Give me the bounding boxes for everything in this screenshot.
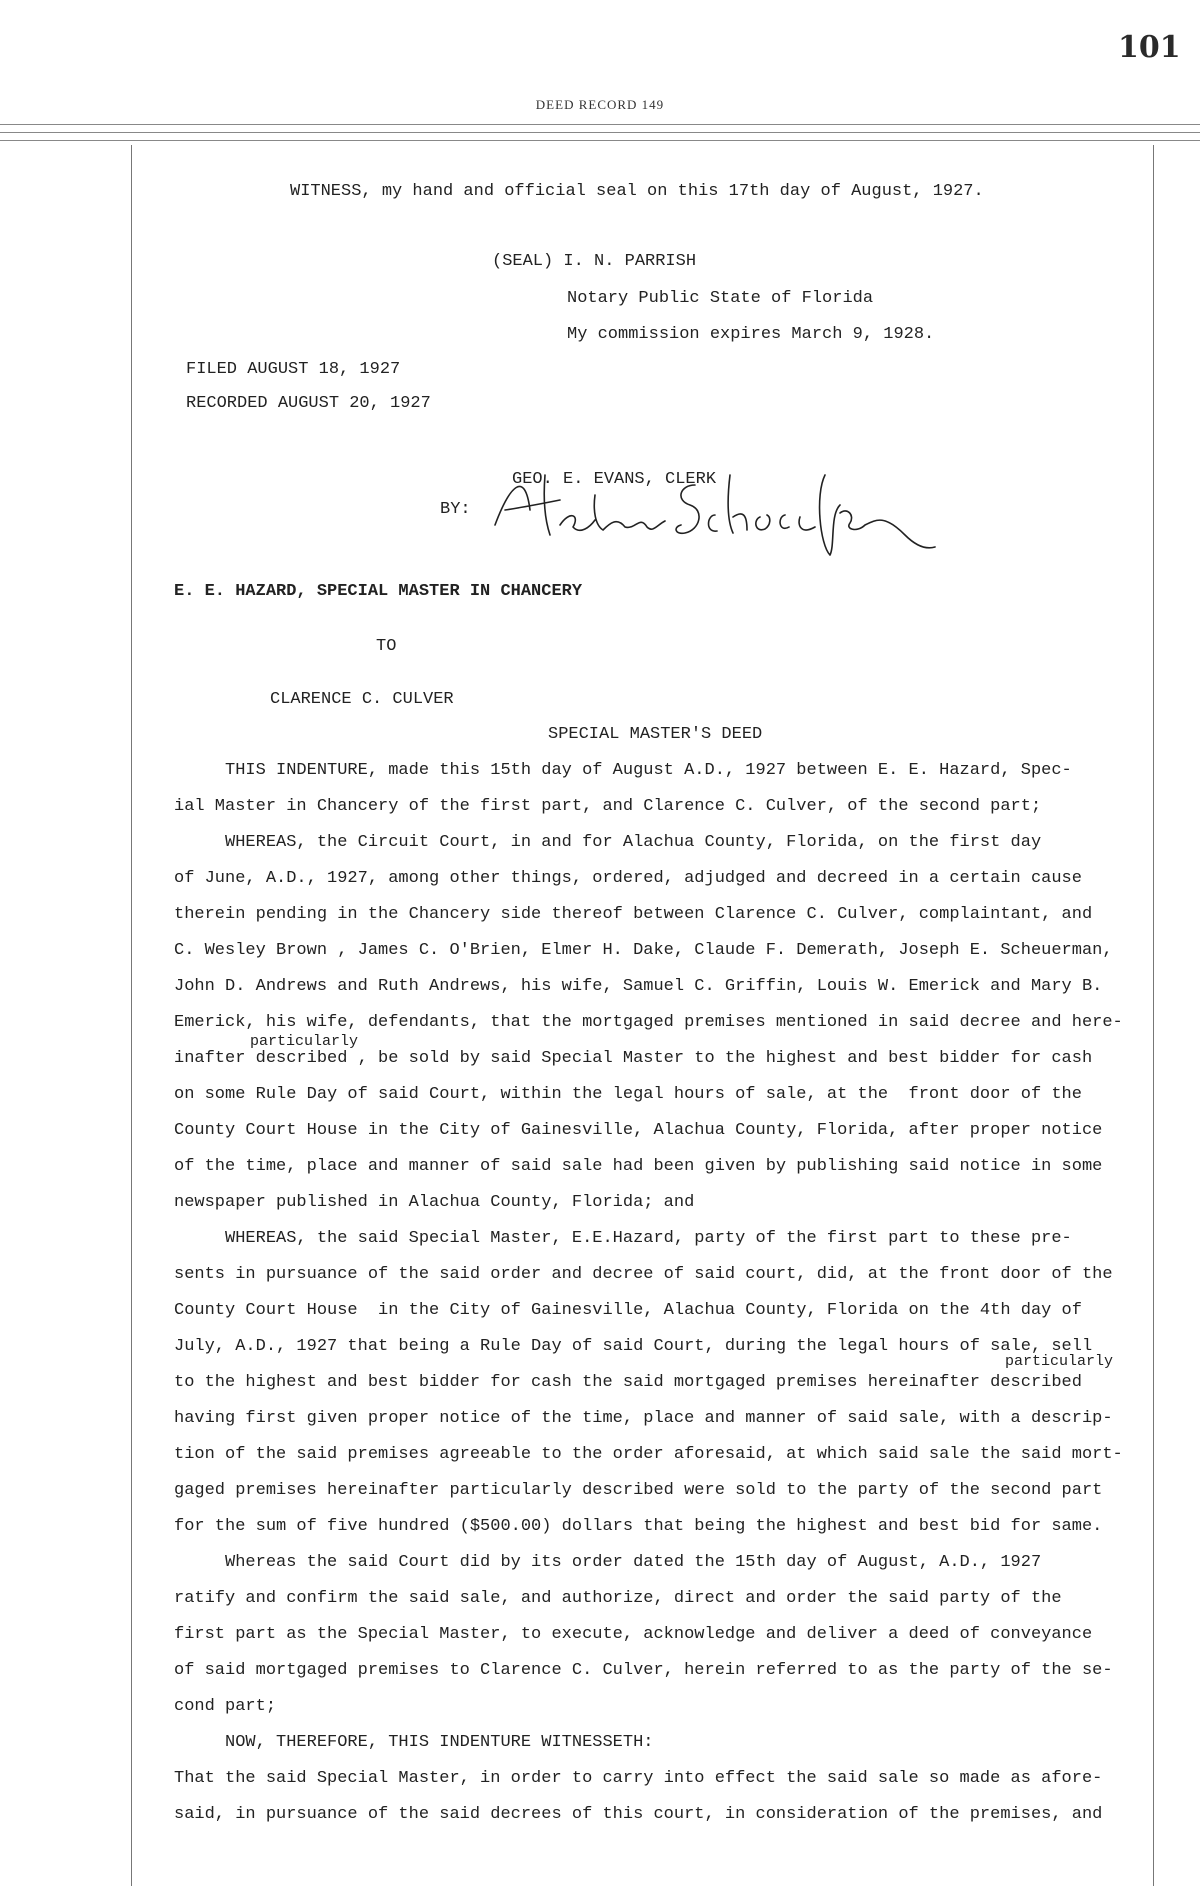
interlinear-insert: particularly	[1005, 1353, 1114, 1370]
deed-body-line: That the said Special Master, in order to carry into effect the said sale so made as afore-	[174, 1769, 1103, 1788]
deed-body-line: inafter described , be sold by said Special Master to the highest and best bidder for cash	[174, 1049, 1093, 1068]
deed-body-line: tion of the said premises agreeable to the order aforesaid, at which said sale the said mort-	[174, 1445, 1123, 1464]
deed-body-line: C. Wesley Brown , James C. O'Brien, Elmer H. Dake, Claude F. Demerath, Joseph E. Scheuerman,	[174, 941, 1113, 960]
deed-body-line: having first given proper notice of the time, place and manner of said sale, with a descrip-	[174, 1409, 1113, 1428]
deed-body-line: WHEREAS, the Circuit Court, in and for Alachua County, Florida, on the first day	[174, 833, 1042, 852]
left-margin-line	[131, 145, 132, 1886]
recorded-date: RECORDED AUGUST 20, 1927	[186, 394, 431, 413]
header-rule	[0, 132, 1200, 133]
deed-body-line: Whereas the said Court did by its order dated the 15th day of August, A.D., 1927	[174, 1553, 1042, 1572]
deed-body-line: ratify and confirm the said sale, and authorize, direct and order the said party of the	[174, 1589, 1062, 1608]
notary-title: Notary Public State of Florida	[567, 289, 874, 308]
deed-body-line: of the time, place and manner of said sale had been given by publishing said notice in some	[174, 1157, 1103, 1176]
deed-body-line: sents in pursuance of the said order and decree of said court, did, at the front door of the	[174, 1265, 1113, 1284]
right-margin-line	[1153, 145, 1154, 1886]
deed-body-line: THIS INDENTURE, made this 15th day of August A.D., 1927 between E. E. Hazard, Spec-	[174, 761, 1072, 780]
page-number: 101	[1118, 30, 1181, 65]
deed-body-line: County Court House in the City of Gainesville, Alachua County, Florida, after proper notice	[174, 1121, 1103, 1140]
deed-body-line: John D. Andrews and Ruth Andrews, his wife, Samuel C. Griffin, Louis W. Emerick and Mary B.	[174, 977, 1103, 996]
deed-body-line: WHEREAS, the said Special Master, E.E.Hazard, party of the first part to these pre-	[174, 1229, 1072, 1248]
witness-line: WITNESS, my hand and official seal on this 17th day of August, 1927.	[290, 182, 984, 201]
deed-body-line: Emerick, his wife, defendants, that the mortgaged premises mentioned in said decree and here-	[174, 1013, 1123, 1032]
deed-body-line: first part as the Special Master, to execute, acknowledge and deliver a deed of conveyance	[174, 1625, 1093, 1644]
deed-body-line: ial Master in Chancery of the first part, and Clarence C. Culver, of the second part;	[174, 797, 1042, 816]
deed-body-line: therein pending in the Chancery side thereof between Clarence C. Culver, complaintant, and	[174, 905, 1093, 924]
notary-commission: My commission expires March 9, 1928.	[567, 325, 935, 344]
clerk-name: GEO. E. EVANS, CLERK	[512, 470, 717, 489]
header-rule	[0, 140, 1200, 141]
deed-to-label: TO	[376, 637, 397, 656]
notary-seal-name: (SEAL) I. N. PARRISH	[492, 252, 697, 271]
record-header: DEED RECORD 149	[535, 97, 665, 112]
deed-body-line: NOW, THEREFORE, THIS INDENTURE WITNESSETH:	[174, 1733, 654, 1752]
deed-body-line: gaged premises hereinafter particularly described were sold to the party of the second part	[174, 1481, 1103, 1500]
clerk-signature	[485, 455, 945, 565]
deed-body-line: newspaper published in Alachua County, Florida; and	[174, 1193, 695, 1212]
deed-body-line: cond part;	[174, 1697, 277, 1716]
deed-grantor: E. E. HAZARD, SPECIAL MASTER IN CHANCERY	[174, 582, 583, 601]
deed-grantee: CLARENCE C. CULVER	[270, 690, 454, 709]
deed-body-line: County Court House in the City of Gainesville, Alachua County, Florida on the 4th day of	[174, 1301, 1082, 1320]
header-rule	[0, 124, 1200, 125]
deed-body-line: of said mortgaged premises to Clarence C. Culver, herein referred to as the party of the se-	[174, 1661, 1113, 1680]
deed-body-line: to the highest and best bidder for cash the said mortgaged premises hereinafter described	[174, 1373, 1082, 1392]
deed-title: SPECIAL MASTER'S DEED	[548, 725, 763, 744]
deed-body-line: of June, A.D., 1927, among other things, ordered, adjudged and decreed in a certain cause	[174, 869, 1082, 888]
interlinear-insert: particularly	[250, 1033, 359, 1050]
filed-date: FILED AUGUST 18, 1927	[186, 360, 401, 379]
deed-body-line: July, A.D., 1927 that being a Rule Day of said Court, during the legal hours of sale, sell	[174, 1337, 1093, 1356]
deed-body-line: for the sum of five hundred ($500.00) dollars that being the highest and best bid for same.	[174, 1517, 1103, 1536]
by-label: BY:	[440, 500, 471, 519]
deed-body-line: said, in pursuance of the said decrees of this court, in consideration of the premises, and	[174, 1805, 1103, 1824]
deed-body-line: on some Rule Day of said Court, within the legal hours of sale, at the front door of the	[174, 1085, 1082, 1104]
